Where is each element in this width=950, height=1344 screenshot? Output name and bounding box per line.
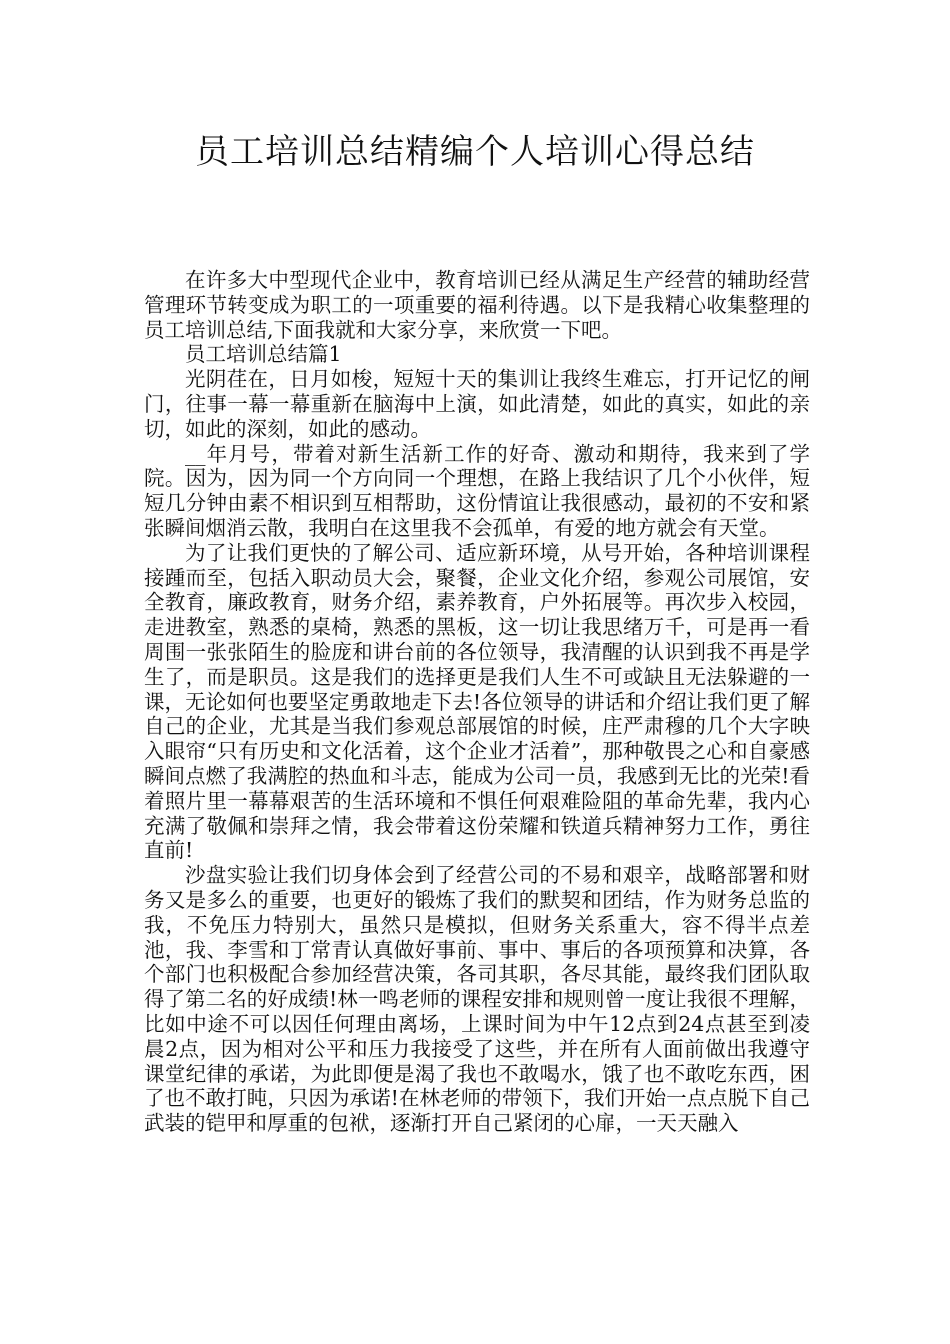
document-body: [144, 268, 810, 1136]
document-title: 员工培训总结精编个人培训心得总结: [195, 132, 755, 172]
section-heading: 员工培训总结篇1: [185, 342, 342, 367]
paragraph: 沙盘实验让我们切身体会到了经营公司的不易和艰辛，战略部署和财务又是多么的重要，也更好的锻炼了我们的默契和团结，作为财务总监的我，不免压力特别大，虽然只是模拟，但财务关系重大，容不得半点差池，我、李雪和丁常青认真做好事前、事中、事后的各项预算和决算，各个部门也积极配合参加经营决策，各司其职，各尽其能，最终我们团队取得了第二名的好成绩!林一鸣老师的课程安排和规则曾一度让我很不理解，比如中途不可以因任何理由离场，上课时间为中午12点到24点甚至到凌晨2点，因为相对公平和压力我接受了这些，并在所有人面前做出我遵守课堂纪律的承诺，为此即便是渴了我也不敢喝水，饿了也不敢吃东西，困了也不敢打盹，只因为承诺!在林老师的带领下，我们开始一点点脱下自己武装的铠甲和厚重的包袱，逐渐打开自己紧闭的心扉，一天天融入: [144, 863, 810, 1136]
paragraph: 光阴荏在，日月如梭，短短十天的集训让我终生难忘，打开记忆的闸门，往事一幕一幕重新在脑海中上演，如此清楚，如此的真实，如此的亲切，如此的深刻，如此的感动。: [144, 367, 810, 441]
paragraph-intro: 在许多大中型现代企业中，教育培训已经从满足生产经营的辅助经营管理环节转变成为职工的一项重要的福利待遇。以下是我精心收集整理的员工培训总结,下面我就和大家分享，来欣赏一下吧。: [144, 268, 810, 342]
paragraph: 为了让我们更快的了解公司、适应新环境，从号开始，各种培训课程接踵而至，包括入职动员大会，聚餐，企业文化介绍，参观公司展馆，安全教育，廉政教育，财务介绍，素养教育，户外拓展等。再次步入校园，走进教室，熟悉的桌椅，熟悉的黑板，这一切让我思绪万千，可是再一看周围一张张陌生的脸庞和讲台前的各位领导，我清醒的认识到我不再是学生了，而是职员。这是我们的选择更是我们人生不可或缺且无法躲避的一课，无论如何也要坚定勇敢地走下去!各位领导的讲话和介绍让我们更了解自己的企业，尤其是当我们参观总部展馆的时候，庄严肃穆的几个大字映入眼帘“只有历史和文化活着，这个企业才活着”，那种敬畏之心和自豪感瞬间点燃了我满腔的热血和斗志，能成为公司一员，我感到无比的光荣!看着照片里一幕幕艰苦的生活环境和不惧任何艰难险阻的革命先辈，我内心充满了敬佩和崇拜之情，我会带着这份荣耀和铁道兵精神努力工作，勇往直前!: [144, 540, 810, 863]
paragraph: __年月号，带着对新生活新工作的好奇、激动和期待，我来到了学院。因为，因为同一个方向同一个理想，在路上我结识了几个小伙伴，短短几分钟由素不相识到互相帮助，这份情谊让我很感动，最初的不安和紧张瞬间烟消云散，我明白在这里我不会孤单，有爱的地方就会有天堂。: [144, 441, 810, 540]
